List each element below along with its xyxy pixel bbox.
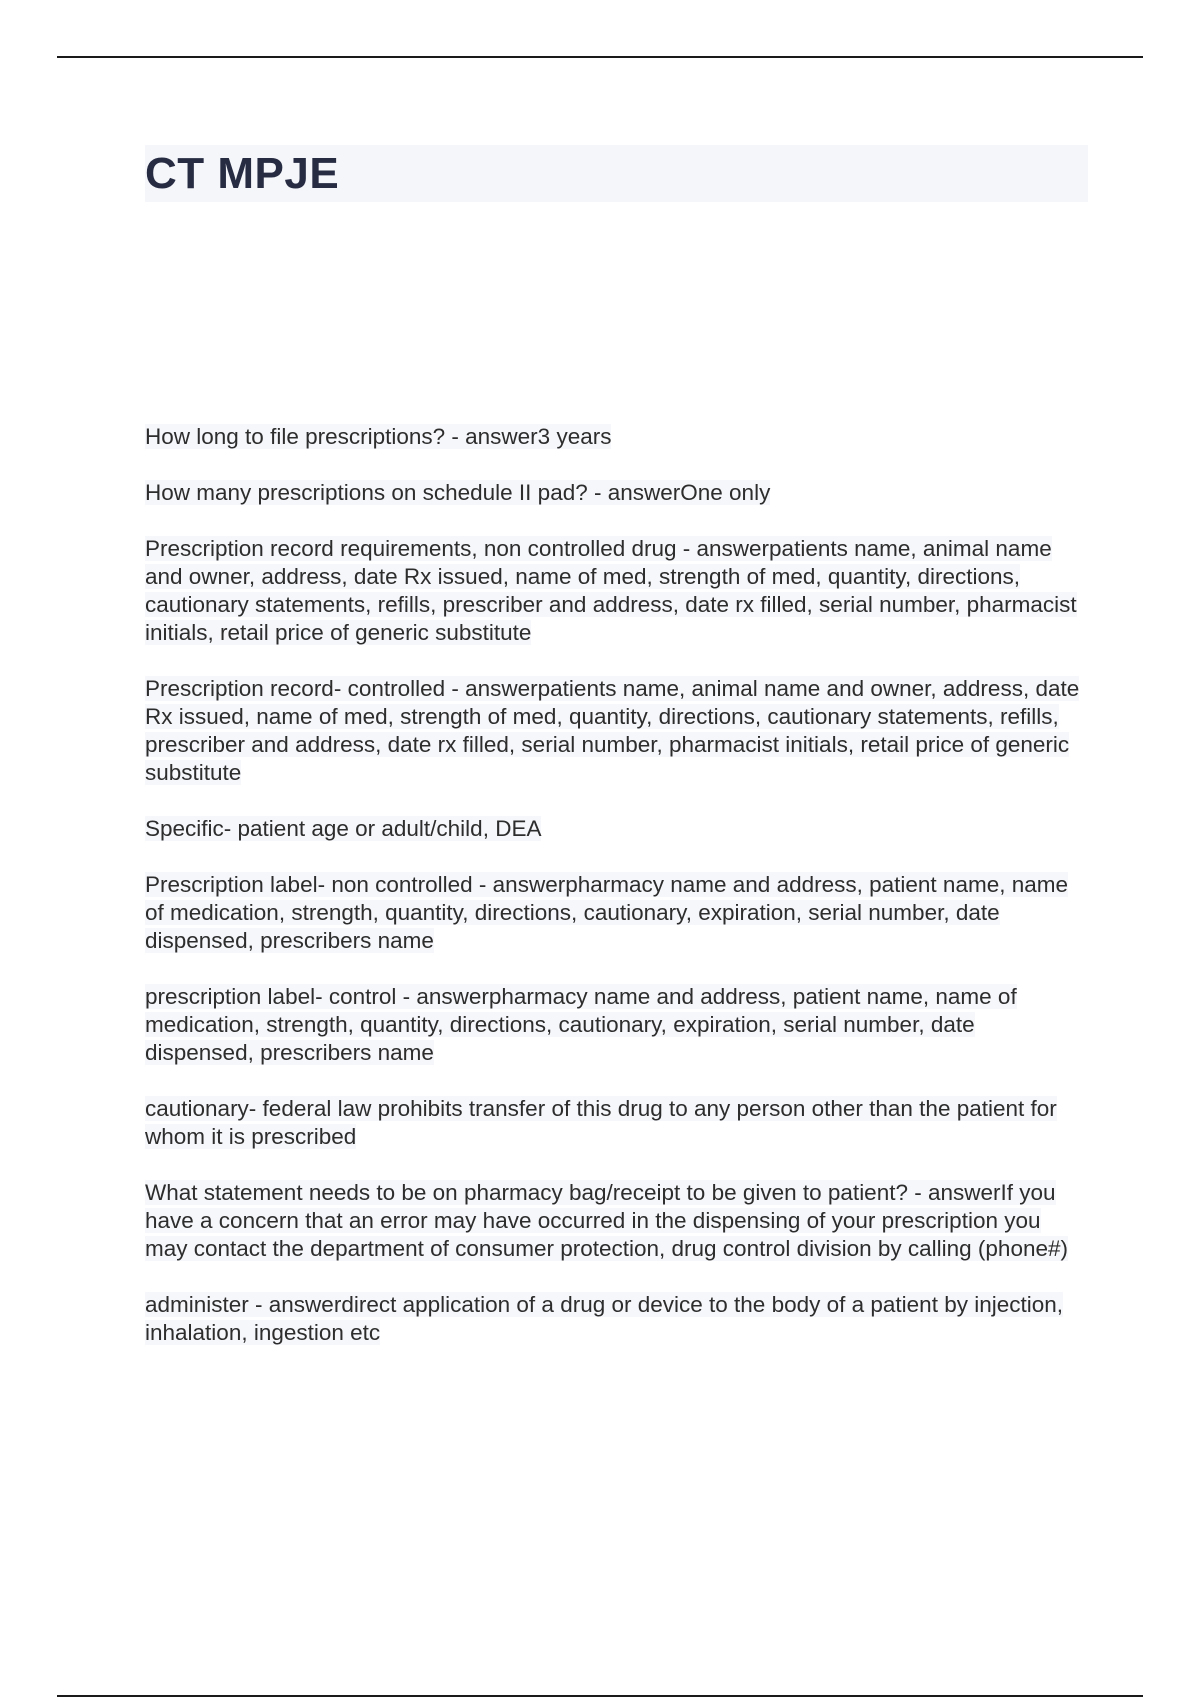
flashcard-list xyxy=(145,423,1089,1375)
flashcard-text: How many prescriptions on schedule II pad? - answerOne only xyxy=(145,480,771,505)
top-rule xyxy=(57,56,1143,58)
flashcard-item xyxy=(145,1179,1089,1263)
flashcard-item xyxy=(145,871,1089,955)
flashcard-text: prescription label- control - answerpharmacy name and address, patient name, name of medication, strength, quantity, directions, cautionary, expiration, serial number, date dispensed, prescribers name xyxy=(145,984,1017,1065)
flashcard-text: administer - answerdirect application of a drug or device to the body of a patient by injection, inhalation, ingestion etc xyxy=(145,1292,1064,1345)
flashcard-text: What statement needs to be on pharmacy bag/receipt to be given to patient? - answerIf you have a concern that an error may have occurred in the dispensing of your prescription you may contact the department of consumer protection, drug control division by calling (phone#) xyxy=(145,1180,1068,1261)
flashcard-item xyxy=(145,535,1089,647)
flashcard-text: How long to file prescriptions? - answer3 years xyxy=(145,424,612,449)
flashcard-item xyxy=(145,1095,1089,1151)
flashcard-item xyxy=(145,815,1089,843)
bottom-rule xyxy=(57,1695,1143,1697)
page-title: CT MPJE xyxy=(145,149,340,198)
flashcard-item xyxy=(145,675,1089,787)
flashcard-item xyxy=(145,983,1089,1067)
flashcard-text: Prescription record requirements, non controlled drug - answerpatients name, animal name and owner, address, date Rx issued, name of med, strength of med, quantity, directions, cautionary statements, refills, prescriber and address, date rx filled, serial number, pharmacist initials, retail price of generic substitute xyxy=(145,536,1077,645)
flashcard-text: Prescription record- controlled - answerpatients name, animal name and owner, address, date Rx issued, name of med, strength of med, quantity, directions, cautionary statements, refills, prescriber and address, date rx filled, serial number, pharmacist initials, retail price of generic substitute xyxy=(145,676,1080,785)
flashcard-text: Specific- patient age or adult/child, DEA xyxy=(145,816,542,841)
flashcard-text: Prescription label- non controlled - answerpharmacy name and address, patient name, name of medication, strength, quantity, directions, cautionary, expiration, serial number, date dispensed, prescribers name xyxy=(145,872,1068,953)
flashcard-item xyxy=(145,423,1089,451)
flashcard-item xyxy=(145,1291,1089,1347)
flashcard-text: cautionary- federal law prohibits transfer of this drug to any person other than the patient for whom it is prescribed xyxy=(145,1096,1057,1149)
flashcard-item xyxy=(145,479,1089,507)
